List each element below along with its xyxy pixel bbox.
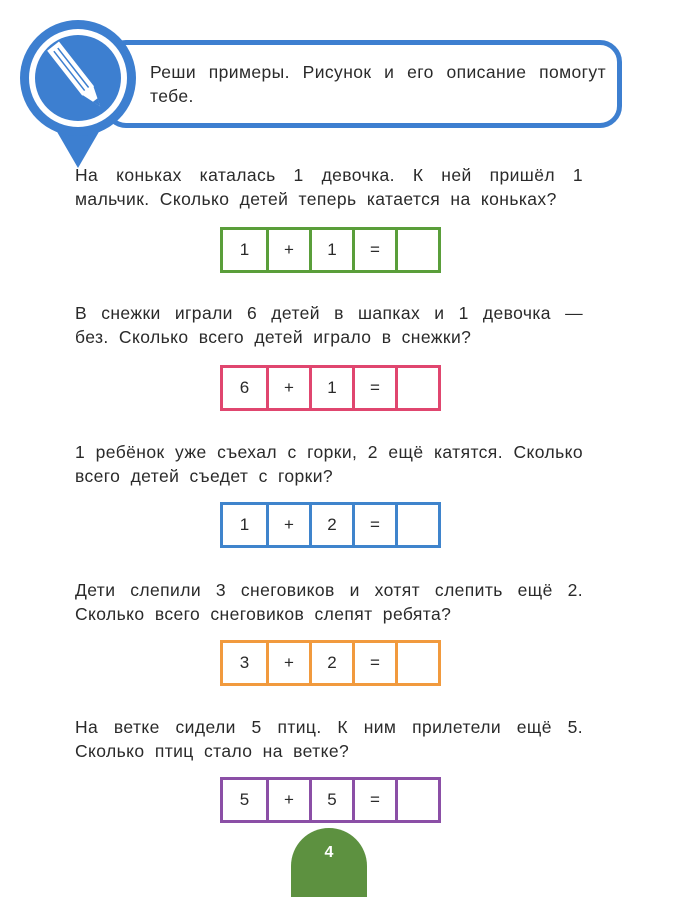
answer-box[interactable] [395,643,438,683]
problem-4-text: Дети слепили 3 снеговиков и хотят слепить ещё 2. Сколько всего снеговиков слепят ребята? [75,580,583,624]
operand-b: 1 [309,368,352,408]
problem-3-text: 1 ребёнок уже съехал с горки, 2 ещё катятся. Сколько всего детей съедет с горки? [75,442,583,486]
operator: + [266,230,309,270]
operator: + [266,368,309,408]
operand-b: 5 [309,780,352,820]
operator: + [266,505,309,545]
operand-a: 5 [239,790,250,809]
equation-3 [220,502,441,548]
equals-sign: = [352,368,395,408]
equals-sign: = [352,780,395,820]
operand-a: 1 [239,240,250,259]
operand-a: 1 [239,515,250,534]
answer-box[interactable] [395,368,438,408]
page-number: 4 [324,844,334,861]
answer-box[interactable] [395,230,438,270]
equals-sign: = [352,643,395,683]
pencil-icon [18,18,138,168]
answer-box[interactable] [395,505,438,545]
operator: + [266,643,309,683]
operator: + [266,780,309,820]
equation-2 [220,365,441,411]
equals-sign: = [352,230,395,270]
operand-a: 6 [239,378,250,397]
problem-5-text: На ветке сидели 5 птиц. К ним прилетели ещё 5. Сколько птиц стало на ветке? [75,717,583,761]
equals-sign: = [352,505,395,545]
page-number-tab [291,828,367,897]
operand-b: 2 [309,505,352,545]
operand-b: 2 [309,643,352,683]
operand-a: 3 [239,653,250,672]
equation-4 [220,640,441,686]
answer-box[interactable] [395,780,438,820]
operand-b: 1 [309,230,352,270]
equation-5 [220,777,441,823]
problem-1-text: На коньках каталась 1 девочка. К ней пришёл 1 мальчик. Сколько детей теперь катается на коньках? [75,165,583,209]
equation-1 [220,227,441,273]
instruction-text: Реши примеры. Рисунок и его описание помогут тебе. [150,62,606,106]
problem-2-text: В снежки играли 6 детей в шапках и 1 девочка — без. Сколько всего детей играло в снежки? [75,303,583,347]
